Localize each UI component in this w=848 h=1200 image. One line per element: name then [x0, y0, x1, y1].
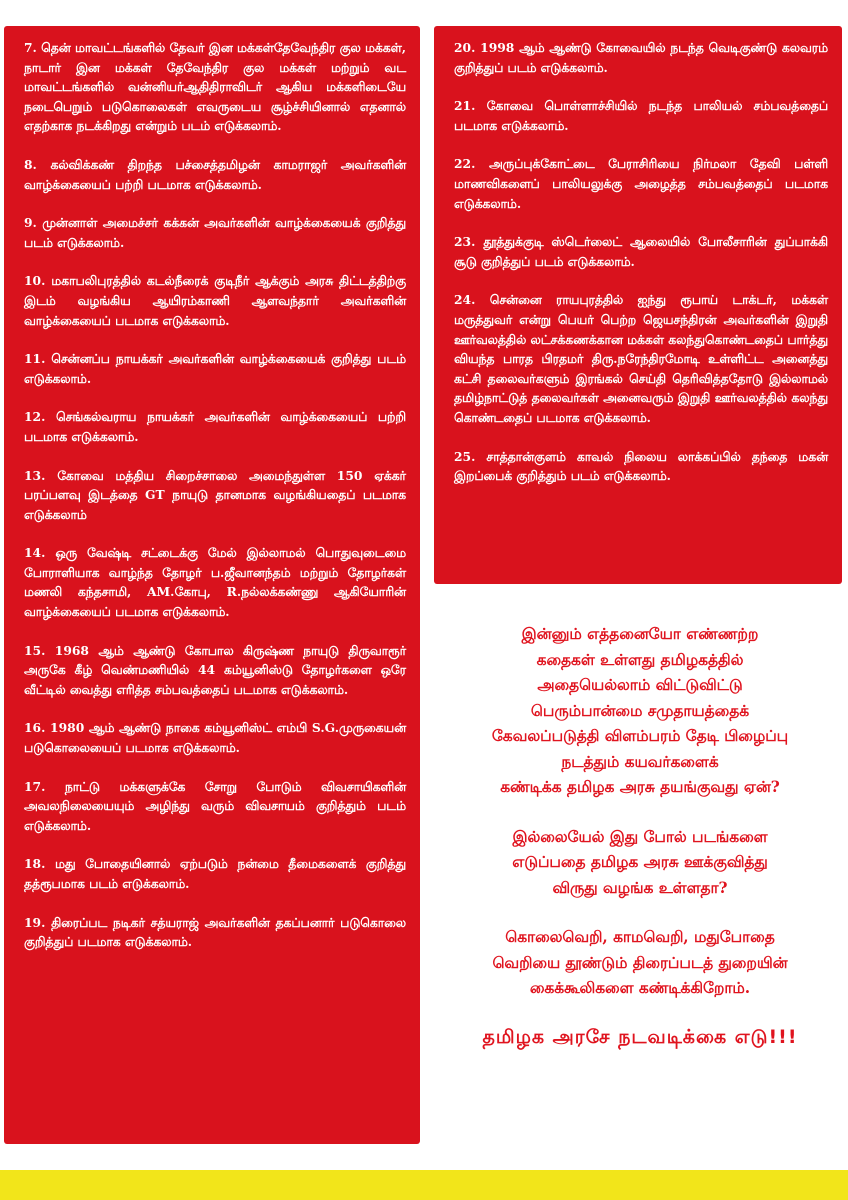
appeal-paragraph-3 — [440, 925, 840, 1002]
demand-item: 23. தூத்துக்குடி ஸ்டெர்லைட் ஆலையில் போலீசாரின் துப்பாக்கி சூடு குறித்துப் படம் எடுக்கலாம். — [454, 234, 828, 269]
appeal-line: கேவலப்படுத்தி விளம்பரம் தேடி பிழைப்பு — [491, 727, 789, 745]
demand-item: 16. 1980 ஆம் ஆண்டு நாகை கம்யூனிஸ்ட் எம்பி S.G.முருகையன் படுகொலையைப் படமாக எடுக்கலாம். — [24, 720, 406, 756]
appeal-line: விருது வழங்க உள்ளதா? — [552, 878, 728, 897]
appeal-line: கதைகள் உள்ளது தமிழகத்தில் — [536, 650, 744, 669]
appeal-paragraph-2 — [440, 825, 840, 902]
appeal-line: இல்லையேல் இது போல் படங்களை — [512, 827, 768, 846]
demand-item: 19. திரைப்பட நடிகர் சத்யராஜ் அவர்களின் தகப்பனார் படுகொலை குறித்துப் படமாக எடுக்கலாம். — [24, 914, 406, 950]
demand-item: 11. சென்னப்ப நாயக்கர் அவர்களின் வாழ்க்கையைக் குறித்து படம் எடுக்கலாம். — [24, 351, 406, 386]
slogan: தமிழக அரசே நடவடிக்கை எடு!!! — [482, 1025, 798, 1048]
appeal-line: எடுப்பதை தமிழக அரசு ஊக்குவித்து — [512, 853, 768, 871]
appeal-message — [440, 622, 840, 1051]
bottom-yellow-stripe — [0, 1170, 848, 1200]
demand-item: 9. முன்னாள் அமைச்சர் கக்கன் அவர்களின் வாழ்க்கையைக் குறித்து படம் எடுக்கலாம். — [24, 215, 406, 250]
demand-item: 15. 1968 ஆம் ஆண்டு கோபால கிருஷ்ண நாயுடு திருவாரூர் அருகே கீழ் வெண்மணியில் 44 கம்யூனிஸ்டு தோழர்களை ஒரே வீட்டில் வைத்து எரித்த சம்பவத்தைப் படமாக எடுக்கலாம். — [24, 642, 406, 697]
appeal-paragraph-1 — [440, 622, 840, 801]
demand-item: 13. கோவை மத்திய சிறைச்சாலை அமைந்துள்ள 150 ஏக்கர் பரப்பளவு இடத்தை GT நாயுடு தானமாக வழங்கியதைப் படமாக எடுக்கலாம் — [24, 467, 406, 522]
demand-item: 12. செங்கல்வராய நாயக்கர் அவர்களின் வாழ்க்கையைப் பற்றி படமாக எடுக்கலாம். — [24, 409, 406, 444]
appeal-line: வெறியை தூண்டும் திரைப்படத் துறையின் — [492, 953, 788, 972]
left-demands-panel — [4, 26, 420, 1144]
demand-item: 18. மது போதையினால் ஏற்படும் நன்மை தீமைகளைக் குறித்து தத்ரூபமாக படம் எடுக்கலாம். — [24, 856, 406, 891]
demand-item: 21. கோவை பொள்ளாச்சியில் நடந்த பாலியல் சம்பவத்தைப் படமாக எடுக்கலாம். — [454, 98, 828, 133]
demand-item: 14. ஒரு வேஷ்டி சட்டைக்கு மேல் இல்லாமல் பொதுவுடைமை போராளியாக வாழ்ந்த தோழர் ப.ஜீவானந்தம் மற்றும் தோழர்கள் மணலி கந்தசாமி, AM.கோபு, R.நல்லக்கண்ணு ஆகியோரின் வாழ்க்கையைப் படமாக எடுக்கலாம். — [24, 545, 406, 620]
demand-item: 24. சென்னை ராயபுரத்தில் ஐந்து ரூபாய் டாக்டர், மக்கள் மருத்துவர் என்று பெயர் பெற்ற ஜெயசந்திரன் அவர்களின் இறுதி ஊர்வலத்தில் லட்சக்கணக்கான மக்கள் கலந்துகொண்டதைப் பார்த்து வியந்த பாரத பிரதமர் திரு.நரேந்திரமோடி உள்ளிட்ட அனைத்து கட்சி தலைவர்களும் இரங்கல் செய்தி தெரிவித்ததோடு இல்லாமல் தமிழ்நாட்டுத் தலைவர்கள் அனைவரும் இறுதி ஊர்வலத்தில் கலந்து கொண்டதைப் படமாக எடுக்கலாம். — [454, 292, 828, 425]
demand-item: 22. அருப்புக்கோட்டை பேராசிரியை நிர்மலா தேவி பள்ளி மாணவிகளைப் பாலியலுக்கு அழைத்த சம்பவத்தைப் படமாக எடுக்கலாம். — [454, 156, 828, 211]
appeal-line: கண்டிக்க தமிழக அரசு தயங்குவது ஏன்? — [500, 778, 780, 796]
appeal-line: அதையெல்லாம் விட்டுவிட்டு — [537, 676, 743, 694]
demand-item: 25. சாத்தான்குளம் காவல் நிலைய லாக்கப்பில் தந்தை மகன் இறப்பைக் குறித்தும் படம் எடுக்கலாம். — [454, 448, 828, 484]
demand-item: 10. மகாபலிபுரத்தில் கடல்நீரைக் குடிநீர் ஆக்கும் அரசு திட்டத்திற்கு இடம் வழங்கிய ஆயிரம்காணி ஆளவந்தார் அவர்களின் வாழ்க்கையைப் படமாக எடுக்கலாம். — [24, 273, 406, 328]
demand-item: 17. நாட்டு மக்களுக்கே சோறு போடும் விவசாயிகளின் அவலநிலையையும் அழிந்து வரும் விவசாயம் குறித்தும் படம் எடுக்கலாம். — [24, 778, 406, 833]
appeal-line: இன்னும் எத்தனையோ எண்ணற்ற — [521, 625, 759, 643]
appeal-line: கொலைவெறி, காமவெறி, மதுபோதை — [505, 928, 775, 946]
right-demands-panel — [434, 26, 842, 584]
demand-item: 20. 1998 ஆம் ஆண்டு கோவையில் நடந்த வெடிகுண்டு கலவரம் குறித்துப் படம் எடுக்கலாம். — [454, 40, 828, 75]
appeal-line: பெரும்பான்மை சமுதாயத்தைக் — [530, 701, 750, 720]
demand-item: 7. தென் மாவட்டங்களில் தேவர் இன மக்கள்தேவேந்திர குல மக்கள், நாடார் இன மக்கள் தேவேந்திர குல மக்கள் மற்றும் வட மாவட்டங்களில் வன்னியர்ஆதிதிராவிடர் ஆகிய மக்களிடையே நடைபெறும் படுகொலைகள் எவருடைய சூழ்ச்சியினால் எதனால் எதற்காக நடக்கிறது என்றும் படம் எடுக்கலாம். — [24, 40, 406, 134]
appeal-line: கைக்கூலிகளை கண்டிக்கிறோம். — [529, 979, 751, 997]
demand-item: 8. கல்விக்கண் திறந்த பச்சைத்தமிழன் காமராஜர் அவர்களின் வாழ்க்கையைப் பற்றி படமாக எடுக்கலாம். — [24, 156, 406, 192]
appeal-line: நடத்தும் கயவர்களைக் — [561, 752, 719, 771]
